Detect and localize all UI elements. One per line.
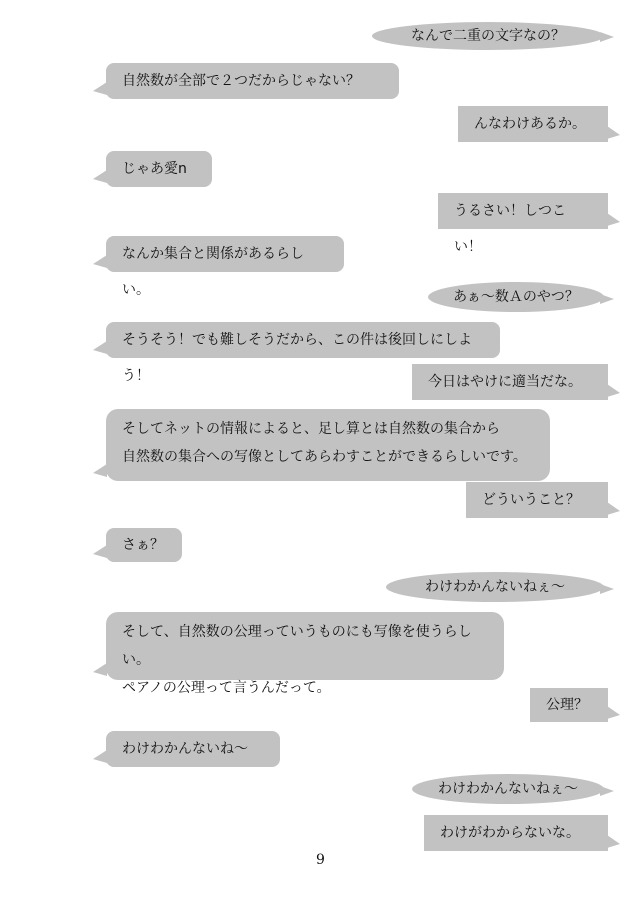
chat-message-16 (106, 731, 280, 767)
chat-message-12 (106, 528, 182, 562)
chat-message-9 (412, 364, 608, 400)
message-text: じゃあ愛n (122, 161, 187, 177)
message-text: そして、自然数の公理っていうものにも写像を使うらしい。 ペアノの公理って言うんだって。 (122, 624, 472, 696)
chat-message-17 (412, 774, 604, 804)
message-text: うるさい！しつこい！ (454, 203, 566, 255)
message-text: どういうこと？ (482, 492, 580, 508)
message-text: んなわけあるか。 (474, 116, 586, 132)
chat-message-5 (438, 193, 608, 255)
message-text: わけわかんないねぇ～ (425, 579, 565, 595)
chat-message-11 (466, 482, 608, 518)
chat-message-8 (106, 322, 500, 384)
message-text: そしてネットの情報によると、足し算とは自然数の集合から 自然数の集合への写像としてあらわすことができるらしいです。 (122, 421, 527, 465)
chat-message-7 (428, 282, 604, 312)
message-text: わけわかんないねぇ～ (438, 781, 578, 797)
message-text: なんか集合と関係があるらしい。 (122, 246, 304, 298)
chat-message-14 (106, 612, 504, 696)
chat-message-4 (106, 151, 212, 187)
page-number: 9 (316, 852, 325, 868)
chat-message-10 (106, 409, 550, 481)
chat-message-3 (458, 106, 608, 142)
chat-message-18 (424, 815, 608, 851)
message-text: 今日はやけに適当だな。 (428, 374, 582, 390)
chat-message-15 (530, 688, 608, 722)
chat-message-6 (106, 236, 344, 298)
chat-message-2 (106, 63, 399, 99)
message-text: 公理？ (546, 697, 588, 713)
chat-message-1 (372, 22, 604, 50)
message-text: あぁ～数Ａのやつ？ (453, 289, 579, 305)
chat-message-13 (386, 572, 604, 602)
message-text: わけがわからないな。 (440, 825, 580, 841)
message-text: なんで二重の文字なの？ (411, 28, 565, 44)
message-text: そうそう！でも難しそうだから、この件は後回しにしよう！ (122, 332, 472, 384)
message-text: わけわかんないね～ (122, 741, 248, 757)
message-text: 自然数が全部で２つだからじゃない？ (122, 73, 360, 89)
message-text: さぁ？ (122, 537, 164, 553)
